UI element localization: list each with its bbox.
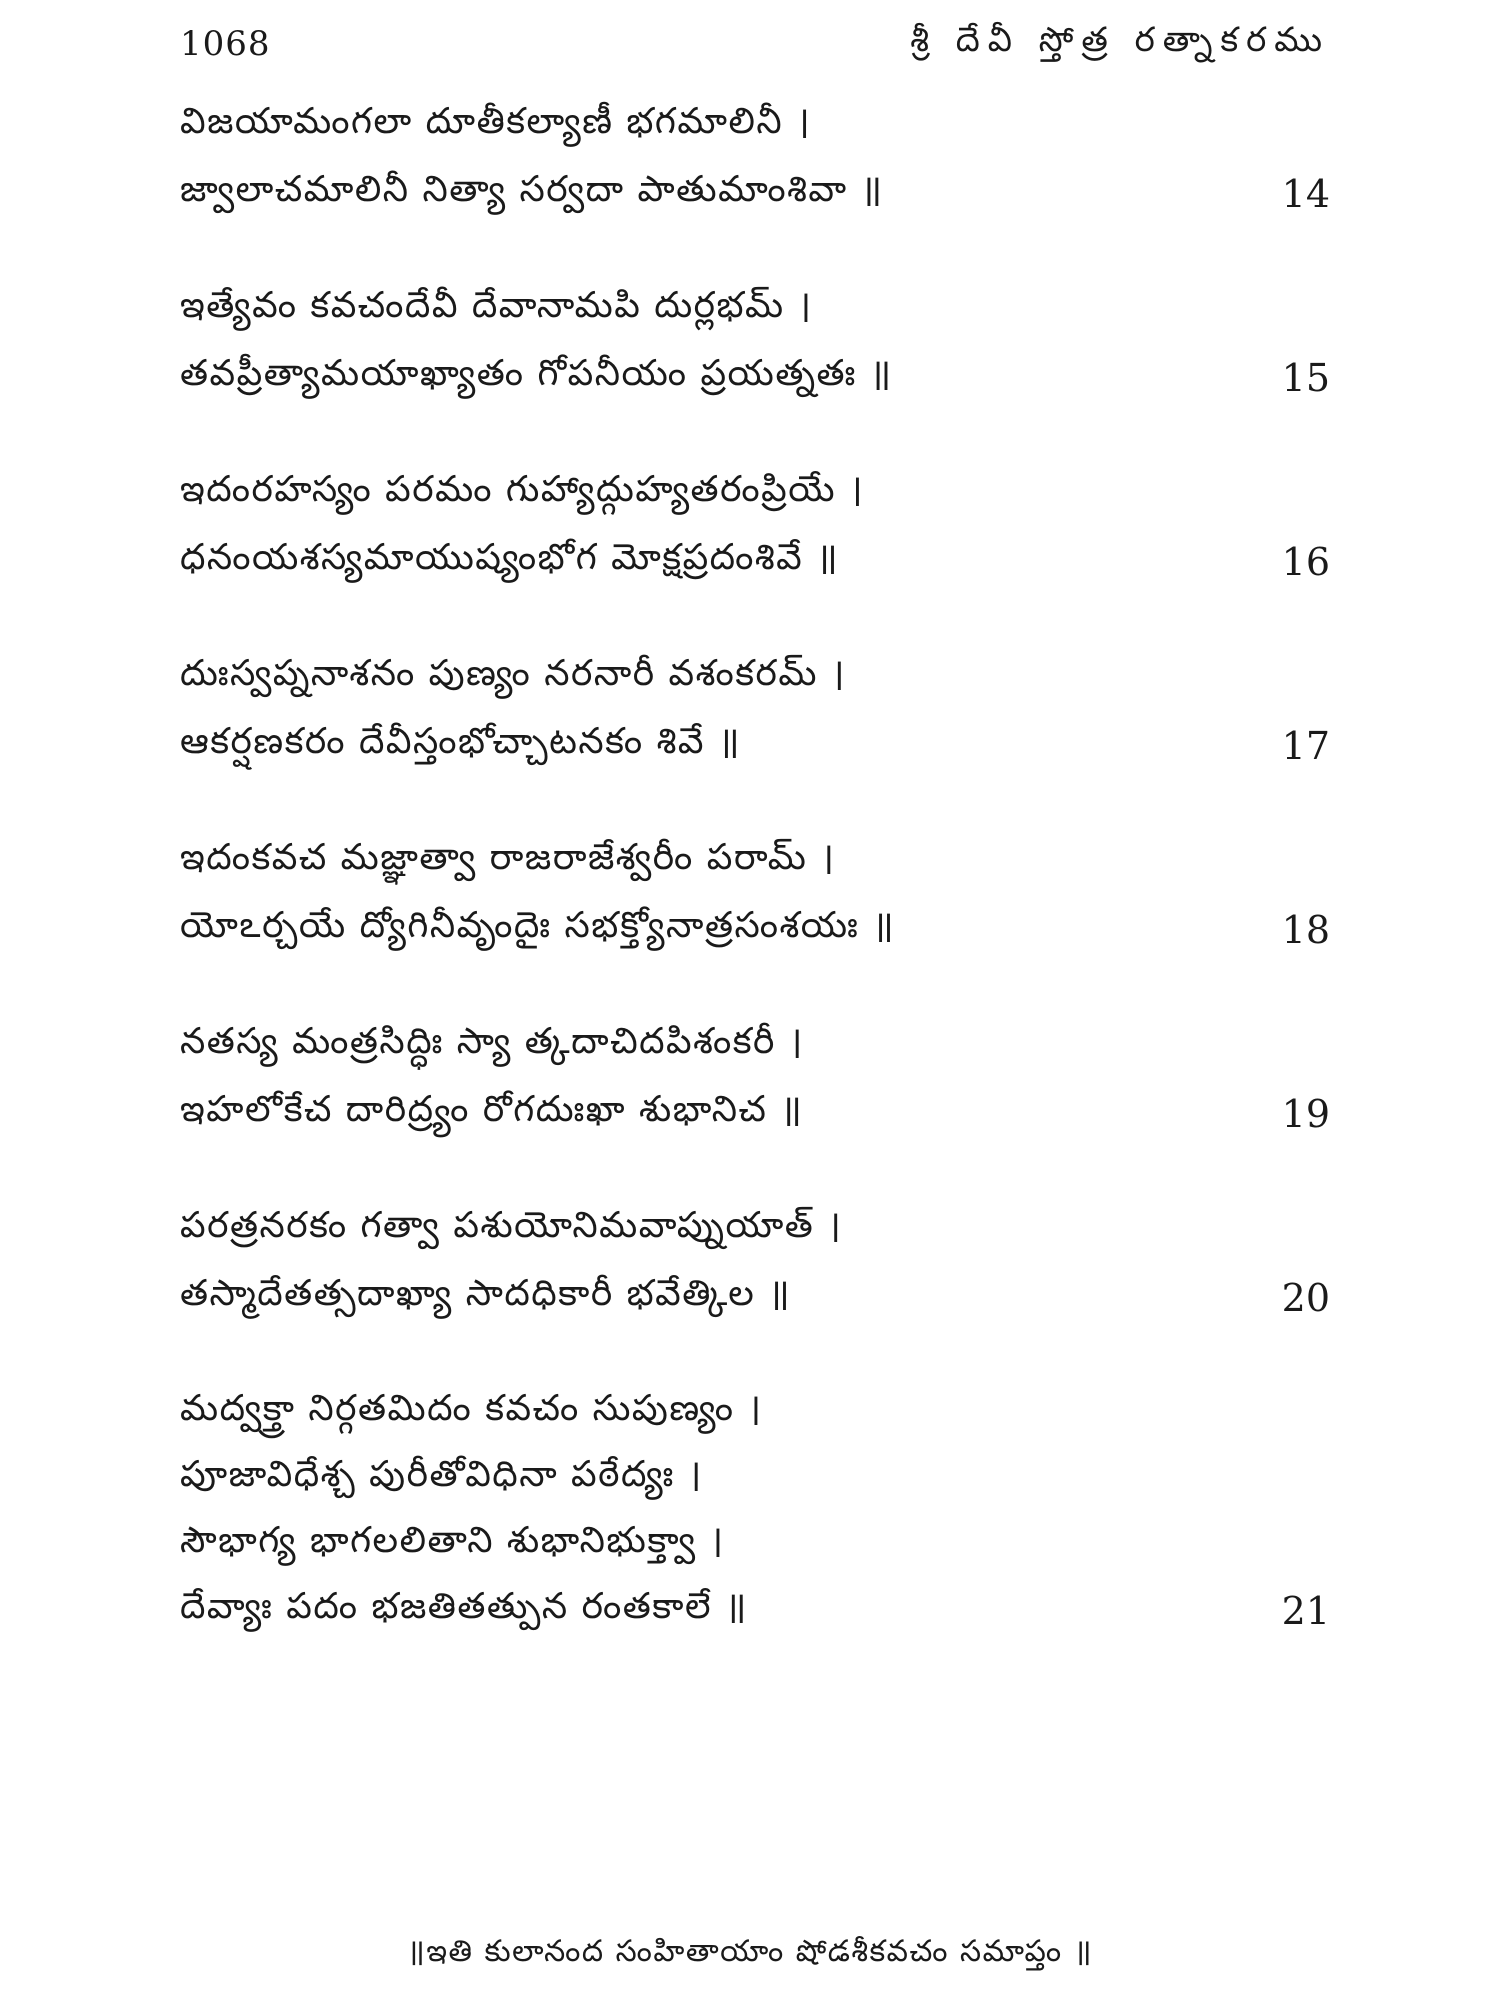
- verse-number: 20: [1281, 1276, 1330, 1320]
- verse-number: 17: [1281, 724, 1330, 768]
- verse-line: [180, 896, 1330, 964]
- page-number: 1068: [180, 24, 271, 64]
- verse-line-text: దుఃస్వప్ననాశనం పుణ్యం నరనారీ వశంకరమ్ ।: [180, 653, 847, 694]
- verse-14: [180, 92, 1330, 228]
- verse-line: [180, 712, 1330, 780]
- verse-19: [180, 1012, 1330, 1148]
- verse-line: [180, 460, 1330, 528]
- verse-line-text: మద్వక్త్రా నిర్గతమిదం కవచం సుపుణ్యం ।: [180, 1388, 763, 1429]
- verse-line-text: పూజావిధేశ్చ పురీతోవిధినా పఠేద్యః ।: [180, 1454, 703, 1495]
- verse-line: [180, 1012, 1330, 1080]
- verse-20: [180, 1196, 1330, 1332]
- verse-line: [180, 1380, 1330, 1446]
- verse-line: [180, 344, 1330, 412]
- verse-number: 15: [1281, 356, 1330, 400]
- verse-line-text: పరత్రనరకం గత్వా పశుయోనిమవాప్నుయాత్ ।: [180, 1205, 843, 1246]
- verse-line-text: దేవ్యాః పదం భజతితత్పున రంతకాలే ॥: [180, 1586, 748, 1627]
- verse-line-text: తస్మాదేతత్సదాఖ్యా సాదధికారీ భవేత్కిల ॥: [180, 1273, 792, 1314]
- verse-number: 16: [1281, 540, 1330, 584]
- verse-number: 19: [1281, 1092, 1330, 1136]
- verse-line: [180, 1196, 1330, 1264]
- verse-number: 18: [1281, 908, 1330, 952]
- verse-17: [180, 644, 1330, 780]
- verse-line-text: విజయామంగలా దూతీకల్యాణీ భగమాలినీ ।: [180, 101, 812, 142]
- verse-18: [180, 828, 1330, 964]
- verse-line-text: ఇదంరహస్యం పరమం గుహ్యాద్గుహ్యతరంప్రియే ।: [180, 469, 865, 510]
- verse-15: [180, 276, 1330, 412]
- verse-line-text: సౌభాగ్య భాగలలితాని శుభానిభుక్త్వా ।: [180, 1520, 725, 1561]
- verse-number: 14: [1281, 172, 1330, 216]
- verse-line: [180, 1446, 1330, 1512]
- verse-list: [180, 92, 1330, 1692]
- verse-line-text: యోఽర్చయే ద్యోగినీవృందైః సభక్త్యోనాత్రసంశయః ॥: [180, 905, 896, 946]
- verse-line: [180, 828, 1330, 896]
- verse-21: [180, 1380, 1330, 1644]
- verse-line-text: ఇదంకవచ మజ్ఞాత్వా రాజరాజేశ్వరీం పరామ్ ।: [180, 837, 836, 878]
- verse-number: 21: [1281, 1589, 1330, 1633]
- verse-line: [180, 92, 1330, 160]
- verse-line: [180, 644, 1330, 712]
- verse-line: [180, 276, 1330, 344]
- verse-line: [180, 1080, 1330, 1148]
- verse-line: [180, 160, 1330, 228]
- verse-line: [180, 528, 1330, 596]
- verse-line-text: ఇత్యేవం కవచందేవీ దేవానామపి దుర్లభమ్ ।: [180, 285, 813, 326]
- verse-line: [180, 1578, 1330, 1644]
- verse-line-text: తవప్రీత్యామయాఖ్యాతం గోపనీయం ప్రయత్నతః ॥: [180, 353, 893, 394]
- verse-line: [180, 1512, 1330, 1578]
- page-header: [180, 14, 1330, 74]
- running-title: శ్రీ దేవీ స్తోత్ర రత్నాకరము: [910, 20, 1330, 60]
- verse-line-text: ధనంయశస్యమాయుష్యంభోగ మోక్షప్రదంశివే ॥: [180, 537, 840, 578]
- verse-line-text: జ్వాలాచమాలినీ నిత్యా సర్వదా పాతుమాంశివా ॥: [180, 169, 884, 210]
- verse-16: [180, 460, 1330, 596]
- verse-line-text: నతస్య మంత్రసిద్ధిః స్యా త్కదాచిదపిశంకరీ ।: [180, 1021, 804, 1062]
- verse-line-text: ఆకర్షణకరం దేవీస్తంభోచ్చాటనకం శివే ॥: [180, 721, 742, 762]
- colophon: ॥ఇతి కులానంద సంహితాయాం షోడశీకవచం సమాప్తం ॥: [406, 1934, 1094, 1969]
- verse-line-text: ఇహలోకేచ దారిద్ర్యం రోగదుఃఖా శుభానిచ ॥: [180, 1089, 804, 1130]
- verse-line: [180, 1264, 1330, 1332]
